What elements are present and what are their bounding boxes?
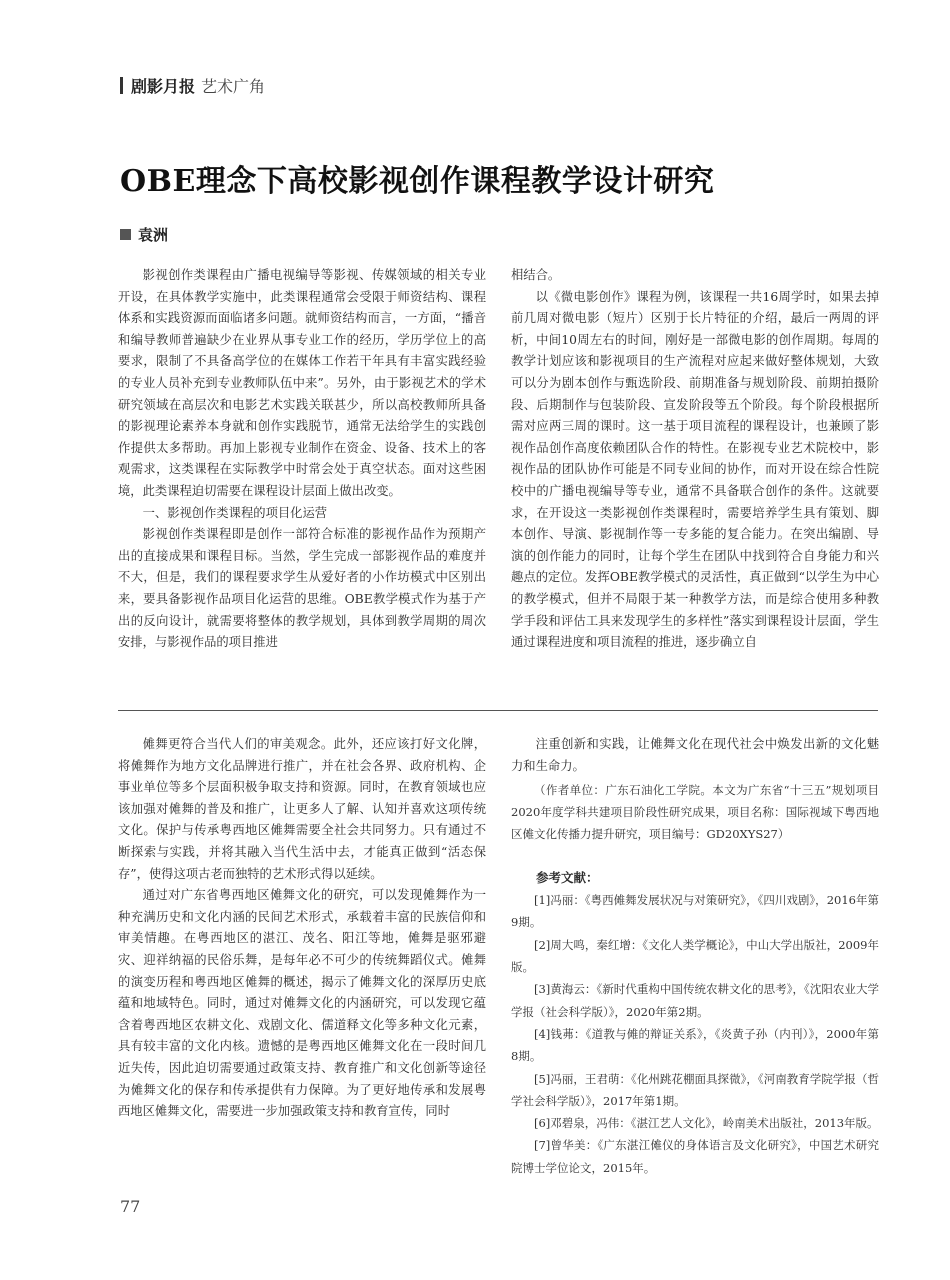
header-bar — [120, 77, 123, 94]
reference-item: [7]曾华美：《广东湛江傩仪的身体语言及文化研究》，中国艺术研究院博士学位论文，2015年。 — [511, 1138, 879, 1175]
article-column-bottom-right — [511, 734, 879, 1179]
reference-item: [4]钱茀：《道教与傩的辩证关系》，《炎黄子孙（内刊）》，2000年第8期。 — [511, 1026, 879, 1064]
article-column-bottom-left — [118, 734, 486, 1123]
article-divider — [118, 710, 878, 711]
article-column-top-left — [118, 265, 486, 654]
section-name: 艺术广角 — [201, 76, 266, 96]
author-name: 袁洲 — [138, 226, 169, 244]
paragraph: 以《微电影创作》课程为例，该课程一共16周学时，如果去掉前几周对微电影（短片）区别于长片特征的介绍，最后一两周的评析，中间10周左右的时间，刚好是一部微电影的创作周期。每周的教学计划应该和影视项目的生产流程对应起来做好整体规划，大致可以分为剧本创作与甄选阶段、前期准备与规划阶段、前期拍摄阶段、后期制作与包装阶段、宣发阶段等五个阶段。每个阶段根据所需对应两三周的课时。这一基于项目流程的课程设计，也兼顾了影视作品创作高度依赖团队合作的特性。在影视专业艺术院校中，影视作品的团队协作可能是不同专业间的协作，而对开设在综合性院校中的广播电视编导等专业，通常不具备联合创作的条件。这就要求，在开设这一类影视创作类课程时，需要培养学生具有策划、脚本创作、导演、影视制作等一专多能的复合能力。在突出编剧、导演的创作能力的同时，让每个学生在团队中找到符合自身能力和兴趣点的定位。发挥OBE教学模式的灵活性，真正做到“以学生为中心的教学模式，但并不局限于某一种教学方法，而是综合使用多种教学手段和评估工具来发现学生的多样性”落实到课程设计层面，学生通过课程进度和项目流程的推进，逐步确立自 — [511, 289, 879, 650]
reference-item: [1]冯丽：《粤西傩舞发展状况与对策研究》，《四川戏剧》，2016年第9期。 — [511, 893, 879, 930]
paragraph: 影视创作类课程由广播电视编导等影视、传媒领域的相关专业开设，在具体教学实施中，此类课程通常会受限于师资结构、课程体系和实践资源而面临诸多问题。就师资结构而言，一方面，“播音和编导教师普遍缺少在业界从事专业工作的经历，学历学位上的高要求，限制了不具备高学位的在媒体工作若干年具有丰富实践经验的专业人员补充到专业教师队伍中来”。另外，由于影视艺术的学术研究领域在高层次和电影艺术实践关联甚少，所以高校教师所具备的影视理论素养本身就和创作实践脱节，通常无法给学生的实践创作提供太多帮助。再加上影视专业制作在资金、设备、技术上的客观需求，这类课程在实际教学中时常会处于真空状态。面对这些困境，此类课程迫切需要在课程设计层面上做出改变。 — [118, 268, 486, 498]
paragraph: 通过对广东省粤西地区傩舞文化的研究，可以发现傩舞作为一种充满历史和文化内涵的民间艺术形式，承载着丰富的民族信仰和审美情趣。在粤西地区的湛江、茂名、阳江等地，傩舞是驱邪避灾、迎祥纳福的民俗乐舞，是每年必不可少的传统舞蹈仪式。傩舞的演变历程和粤西地区傩舞的概述，揭示了傩舞文化的深厚历史底蕴和地域特色。同时，通过对傩舞文化的内涵研究，可以发现它蕴含着粤西地区农耕文化、戏剧文化、儒道释文化等多种文化元素，具有较丰富的文化内核。遗憾的是粤西地区傩舞文化在一段时间几近失传，因此迫切需要通过政策支持、教育推广和文化创新等途径为傩舞文化的保存和传承提供有力保障。为了更好地传承和发展粤西地区傩舞文化，需要进一步加强政策支持和教育宣传，同时 — [118, 888, 486, 1119]
reference-item: [6]邓碧泉，冯伟：《湛江艺人文化》，岭南美术出版社，2013年版。 — [534, 1116, 879, 1131]
running-header — [120, 74, 265, 96]
author-note: （作者单位：广东石油化工学院。本文为广东省“十三五”规划项目2020年度学科共建项目阶段性研究成果，项目名称：国际视域下粤西地区傩文化传播力提升研究，项目编号：GD20XYS27） — [511, 783, 879, 842]
journal-name: 剧影月报 — [131, 76, 196, 96]
author-line — [120, 224, 168, 245]
author-square-icon — [120, 229, 131, 240]
page-number: 77 — [120, 1197, 141, 1216]
section-heading: 一、影视创作类课程的项目化运营 — [142, 505, 328, 520]
reference-item: [5]冯丽，王君萌：《化州跳花棚面具探微》，《河南教育学院学报（哲学社会科学版）》，2017年第1期。 — [511, 1071, 879, 1108]
article-title: OBE理念下高校影视创作课程教学设计研究 — [120, 164, 715, 199]
paragraph: 相结合。 — [511, 268, 561, 282]
article-column-top-right — [511, 265, 879, 654]
paragraph: 注重创新和实践，让傩舞文化在现代社会中焕发出新的文化魅力和生命力。 — [511, 737, 879, 773]
reference-item: [2]周大鸣，秦红增：《文化人类学概论》，中山大学出版社，2009年版。 — [511, 937, 879, 975]
paragraph: 傩舞更符合当代人们的审美观念。此外，还应该打好文化牌，将傩舞作为地方文化品牌进行推广，并在社会各界、政府机构、企事业单位等多个层面积极争取支持和资源。同时，在教育领域也应该加强对傩舞的普及和推广，让更多人了解、认知并喜欢这项传统文化。保护与传承粤西地区傩舞需要全社会共同努力。只有通过不断探索与实践，并将其融入当代生活中去，才能真正做到“活态保存”，使得这项古老而独特的艺术形式得以延续。 — [118, 737, 486, 881]
paragraph: 影视创作类课程即是创作一部符合标准的影视作品作为预期产出的直接成果和课程目标。当然，学生完成一部影视作品的难度并不大，但是，我们的课程要求学生从爱好者的小作坊模式中区别出来，要具备影视作品项目化运营的思维。OBE教学模式作为基于产出的反向设计，就需要将整体的教学规划，具体到教学周期的周次安排，与影视作品的项目推进 — [118, 527, 486, 650]
references-title: 参考文献： — [536, 870, 599, 886]
reference-item: [3]黄海云：《新时代重构中国传统农耕文化的思考》，《沈阳农业大学学报（社会科学版）》，2020年第2期。 — [511, 982, 879, 1019]
